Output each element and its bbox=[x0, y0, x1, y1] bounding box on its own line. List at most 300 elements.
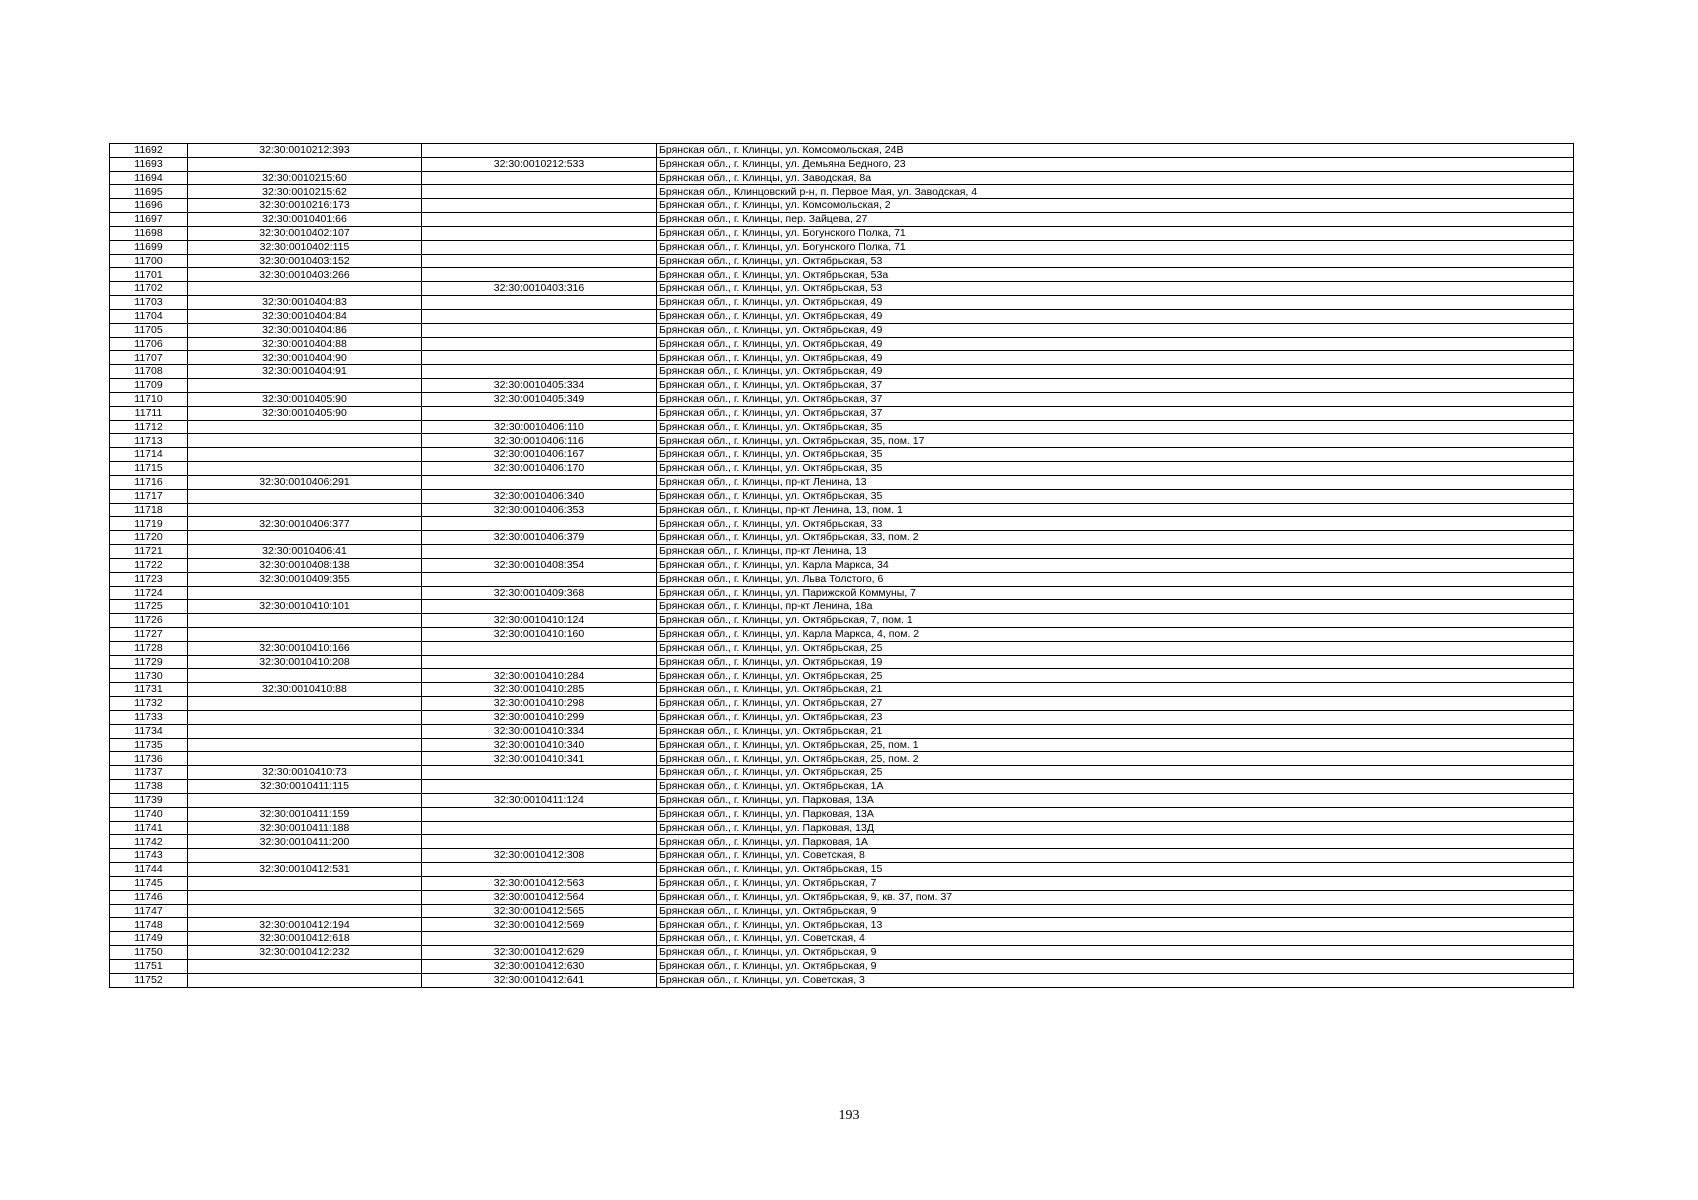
address-cell: Брянская обл., г. Клинцы, ул. Октябрьская, 35 bbox=[657, 489, 1574, 503]
cadastral-number-a-cell bbox=[188, 793, 422, 807]
address-cell: Брянская обл., г. Клинцы, ул. Парижской Коммуны, 7 bbox=[657, 586, 1574, 600]
row-number-cell: 11740 bbox=[110, 807, 188, 821]
address-cell: Брянская обл., г. Клинцы, ул. Октябрьская, 33, пом. 2 bbox=[657, 531, 1574, 545]
cadastral-number-a-cell bbox=[188, 669, 422, 683]
row-number-cell: 11750 bbox=[110, 946, 188, 960]
address-cell: Брянская обл., г. Клинцы, пр-кт Ленина, 13 bbox=[657, 545, 1574, 559]
cadastral-number-a-cell: 32:30:0010401:66 bbox=[188, 213, 422, 227]
address-cell: Брянская обл., г. Клинцы, ул. Октябрьская, 25, пом. 1 bbox=[657, 738, 1574, 752]
row-number-cell: 11731 bbox=[110, 683, 188, 697]
cadastral-number-b-cell bbox=[422, 351, 657, 365]
row-number-cell: 11722 bbox=[110, 558, 188, 572]
cadastral-number-a-cell bbox=[188, 503, 422, 517]
cadastral-number-b-cell bbox=[422, 171, 657, 185]
table-row bbox=[110, 337, 1574, 351]
row-number-cell: 11738 bbox=[110, 780, 188, 794]
cadastral-number-b-cell: 32:30:0010410:160 bbox=[422, 627, 657, 641]
cadastral-number-a-cell: 32:30:0010404:88 bbox=[188, 337, 422, 351]
table-row bbox=[110, 268, 1574, 282]
address-cell: Брянская обл., г. Клинцы, ул. Октябрьская, 25 bbox=[657, 669, 1574, 683]
cadastral-number-a-cell bbox=[188, 973, 422, 987]
cadastral-number-a-cell: 32:30:0010411:188 bbox=[188, 821, 422, 835]
table-row bbox=[110, 185, 1574, 199]
row-number-cell: 11714 bbox=[110, 448, 188, 462]
cadastral-number-b-cell: 32:30:0010412:564 bbox=[422, 890, 657, 904]
cadastral-number-a-cell: 32:30:0010215:60 bbox=[188, 171, 422, 185]
cadastral-number-b-cell: 32:30:0010410:285 bbox=[422, 683, 657, 697]
cadastral-number-b-cell: 32:30:0010412:630 bbox=[422, 959, 657, 973]
register-table-body bbox=[110, 144, 1574, 988]
table-row bbox=[110, 489, 1574, 503]
cadastral-number-b-cell bbox=[422, 365, 657, 379]
cadastral-number-b-cell: 32:30:0010212:533 bbox=[422, 157, 657, 171]
cadastral-number-b-cell bbox=[422, 572, 657, 586]
row-number-cell: 11699 bbox=[110, 240, 188, 254]
row-number-cell: 11736 bbox=[110, 752, 188, 766]
address-cell: Брянская обл., г. Клинцы, пр-кт Ленина, 18а bbox=[657, 600, 1574, 614]
table-row bbox=[110, 199, 1574, 213]
cadastral-number-b-cell bbox=[422, 199, 657, 213]
address-cell: Брянская обл., г. Клинцы, ул. Октябрьская, 53 bbox=[657, 282, 1574, 296]
row-number-cell: 11710 bbox=[110, 392, 188, 406]
address-cell: Брянская обл., г. Клинцы, пр-кт Ленина, 13 bbox=[657, 475, 1574, 489]
cadastral-number-a-cell: 32:30:0010215:62 bbox=[188, 185, 422, 199]
row-number-cell: 11704 bbox=[110, 309, 188, 323]
cadastral-number-a-cell: 32:30:0010403:266 bbox=[188, 268, 422, 282]
cadastral-number-b-cell bbox=[422, 337, 657, 351]
table-row bbox=[110, 973, 1574, 987]
row-number-cell: 11741 bbox=[110, 821, 188, 835]
address-cell: Брянская обл., г. Клинцы, ул. Октябрьская, 9 bbox=[657, 904, 1574, 918]
table-row bbox=[110, 946, 1574, 960]
table-row bbox=[110, 959, 1574, 973]
address-cell: Брянская обл., г. Клинцы, ул. Октябрьская, 33 bbox=[657, 517, 1574, 531]
cadastral-number-a-cell bbox=[188, 697, 422, 711]
table-row bbox=[110, 669, 1574, 683]
row-number-cell: 11746 bbox=[110, 890, 188, 904]
cadastral-number-b-cell: 32:30:0010406:379 bbox=[422, 531, 657, 545]
cadastral-number-b-cell: 32:30:0010410:340 bbox=[422, 738, 657, 752]
row-number-cell: 11711 bbox=[110, 406, 188, 420]
address-cell: Брянская обл., г. Клинцы, ул. Октябрьская, 35 bbox=[657, 420, 1574, 434]
cadastral-number-a-cell bbox=[188, 531, 422, 545]
cadastral-number-a-cell: 32:30:0010404:83 bbox=[188, 296, 422, 310]
cadastral-number-a-cell: 32:30:0010411:159 bbox=[188, 807, 422, 821]
cadastral-number-a-cell: 32:30:0010212:393 bbox=[188, 144, 422, 158]
table-row bbox=[110, 392, 1574, 406]
table-row bbox=[110, 475, 1574, 489]
cadastral-number-b-cell: 32:30:0010410:341 bbox=[422, 752, 657, 766]
table-row bbox=[110, 710, 1574, 724]
table-row bbox=[110, 780, 1574, 794]
table-row bbox=[110, 932, 1574, 946]
row-number-cell: 11701 bbox=[110, 268, 188, 282]
row-number-cell: 11720 bbox=[110, 531, 188, 545]
row-number-cell: 11732 bbox=[110, 697, 188, 711]
cadastral-number-b-cell bbox=[422, 932, 657, 946]
cadastral-number-a-cell: 32:30:0010412:531 bbox=[188, 863, 422, 877]
row-number-cell: 11737 bbox=[110, 766, 188, 780]
cadastral-number-b-cell: 32:30:0010412:565 bbox=[422, 904, 657, 918]
table-row bbox=[110, 572, 1574, 586]
address-cell: Брянская обл., г. Клинцы, ул. Октябрьская, 49 bbox=[657, 337, 1574, 351]
cadastral-number-a-cell bbox=[188, 890, 422, 904]
cadastral-number-b-cell: 32:30:0010406:170 bbox=[422, 462, 657, 476]
address-cell: Брянская обл., г. Клинцы, ул. Карла Маркса, 4, пом. 2 bbox=[657, 627, 1574, 641]
row-number-cell: 11696 bbox=[110, 199, 188, 213]
row-number-cell: 11727 bbox=[110, 627, 188, 641]
table-row bbox=[110, 226, 1574, 240]
cadastral-number-b-cell: 32:30:0010405:334 bbox=[422, 379, 657, 393]
address-cell: Брянская обл., г. Клинцы, ул. Комсомольская, 2 bbox=[657, 199, 1574, 213]
row-number-cell: 11713 bbox=[110, 434, 188, 448]
table-row bbox=[110, 365, 1574, 379]
row-number-cell: 11721 bbox=[110, 545, 188, 559]
address-cell: Брянская обл., г. Клинцы, ул. Октябрьская, 27 bbox=[657, 697, 1574, 711]
cadastral-number-a-cell: 32:30:0010405:90 bbox=[188, 406, 422, 420]
table-row bbox=[110, 863, 1574, 877]
cadastral-number-a-cell: 32:30:0010404:84 bbox=[188, 309, 422, 323]
row-number-cell: 11745 bbox=[110, 876, 188, 890]
cadastral-number-a-cell bbox=[188, 627, 422, 641]
cadastral-number-a-cell: 32:30:0010412:232 bbox=[188, 946, 422, 960]
cadastral-number-a-cell: 32:30:0010410:166 bbox=[188, 641, 422, 655]
table-row bbox=[110, 296, 1574, 310]
address-cell: Брянская обл., г. Клинцы, ул. Богунского Полка, 71 bbox=[657, 226, 1574, 240]
table-row bbox=[110, 434, 1574, 448]
cadastral-number-b-cell bbox=[422, 296, 657, 310]
table-row bbox=[110, 655, 1574, 669]
address-cell: Брянская обл., г. Клинцы, ул. Октябрьская, 9, кв. 37, пом. 37 bbox=[657, 890, 1574, 904]
cadastral-number-a-cell bbox=[188, 379, 422, 393]
row-number-cell: 11743 bbox=[110, 849, 188, 863]
address-cell: Брянская обл., г. Клинцы, ул. Советская, 8 bbox=[657, 849, 1574, 863]
row-number-cell: 11708 bbox=[110, 365, 188, 379]
address-cell: Брянская обл., г. Клинцы, ул. Октябрьская, 25 bbox=[657, 766, 1574, 780]
address-cell: Брянская обл., г. Клинцы, ул. Октябрьская, 49 bbox=[657, 365, 1574, 379]
cadastral-number-a-cell: 32:30:0010410:208 bbox=[188, 655, 422, 669]
table-row bbox=[110, 641, 1574, 655]
address-cell: Брянская обл., г. Клинцы, ул. Богунского Полка, 71 bbox=[657, 240, 1574, 254]
row-number-cell: 11712 bbox=[110, 420, 188, 434]
address-cell: Брянская обл., г. Клинцы, пр-кт Ленина, 13, пом. 1 bbox=[657, 503, 1574, 517]
cadastral-number-b-cell bbox=[422, 600, 657, 614]
cadastral-number-b-cell bbox=[422, 323, 657, 337]
row-number-cell: 11700 bbox=[110, 254, 188, 268]
row-number-cell: 11724 bbox=[110, 586, 188, 600]
cadastral-number-a-cell bbox=[188, 876, 422, 890]
row-number-cell: 11723 bbox=[110, 572, 188, 586]
cadastral-number-a-cell bbox=[188, 434, 422, 448]
address-cell: Брянская обл., г. Клинцы, ул. Октябрьская, 25, пом. 2 bbox=[657, 752, 1574, 766]
table-row bbox=[110, 752, 1574, 766]
cadastral-number-a-cell bbox=[188, 586, 422, 600]
cadastral-number-b-cell bbox=[422, 807, 657, 821]
table-row bbox=[110, 835, 1574, 849]
table-row bbox=[110, 351, 1574, 365]
table-row bbox=[110, 531, 1574, 545]
table-row bbox=[110, 379, 1574, 393]
address-cell: Брянская обл., г. Клинцы, ул. Октябрьская, 13 bbox=[657, 918, 1574, 932]
address-cell: Брянская обл., г. Клинцы, ул. Октябрьская, 37 bbox=[657, 379, 1574, 393]
address-cell: Брянская обл., г. Клинцы, ул. Октябрьская, 9 bbox=[657, 946, 1574, 960]
address-cell: Брянская обл., г. Клинцы, ул. Октябрьская, 35 bbox=[657, 462, 1574, 476]
cadastral-number-b-cell: 32:30:0010408:354 bbox=[422, 558, 657, 572]
cadastral-number-a-cell: 32:30:0010406:41 bbox=[188, 545, 422, 559]
cadastral-number-a-cell bbox=[188, 904, 422, 918]
cadastral-number-b-cell: 32:30:0010412:308 bbox=[422, 849, 657, 863]
cadastral-number-b-cell: 32:30:0010410:299 bbox=[422, 710, 657, 724]
table-row bbox=[110, 724, 1574, 738]
cadastral-number-a-cell: 32:30:0010403:152 bbox=[188, 254, 422, 268]
table-row bbox=[110, 545, 1574, 559]
address-cell: Брянская обл., г. Клинцы, ул. Октябрьская, 37 bbox=[657, 392, 1574, 406]
address-cell: Брянская обл., г. Клинцы, ул. Парковая, 13Д bbox=[657, 821, 1574, 835]
address-cell: Брянская обл., г. Клинцы, ул. Октябрьская, 25 bbox=[657, 641, 1574, 655]
table-row bbox=[110, 171, 1574, 185]
cadastral-number-b-cell: 32:30:0010406:353 bbox=[422, 503, 657, 517]
cadastral-number-b-cell bbox=[422, 835, 657, 849]
cadastral-number-b-cell: 32:30:0010410:334 bbox=[422, 724, 657, 738]
cadastral-number-a-cell: 32:30:0010410:88 bbox=[188, 683, 422, 697]
row-number-cell: 11752 bbox=[110, 973, 188, 987]
cadastral-number-b-cell bbox=[422, 226, 657, 240]
address-cell: Брянская обл., г. Клинцы, ул. Октябрьская, 19 bbox=[657, 655, 1574, 669]
cadastral-number-a-cell: 32:30:0010216:173 bbox=[188, 199, 422, 213]
row-number-cell: 11709 bbox=[110, 379, 188, 393]
row-number-cell: 11719 bbox=[110, 517, 188, 531]
table-row bbox=[110, 614, 1574, 628]
cadastral-number-a-cell: 32:30:0010408:138 bbox=[188, 558, 422, 572]
cadastral-number-a-cell: 32:30:0010406:291 bbox=[188, 475, 422, 489]
cadastral-number-a-cell: 32:30:0010410:73 bbox=[188, 766, 422, 780]
cadastral-number-a-cell: 32:30:0010411:200 bbox=[188, 835, 422, 849]
table-row bbox=[110, 600, 1574, 614]
address-cell: Брянская обл., г. Клинцы, ул. Советская, 3 bbox=[657, 973, 1574, 987]
address-cell: Брянская обл., г. Клинцы, ул. Заводская, 8а bbox=[657, 171, 1574, 185]
row-number-cell: 11739 bbox=[110, 793, 188, 807]
cadastral-number-b-cell bbox=[422, 545, 657, 559]
register-table bbox=[109, 143, 1574, 988]
cadastral-number-b-cell bbox=[422, 655, 657, 669]
table-row bbox=[110, 890, 1574, 904]
table-row bbox=[110, 503, 1574, 517]
table-row bbox=[110, 240, 1574, 254]
row-number-cell: 11735 bbox=[110, 738, 188, 752]
table-row bbox=[110, 904, 1574, 918]
address-cell: Брянская обл., г. Клинцы, ул. Октябрьская, 7 bbox=[657, 876, 1574, 890]
cadastral-number-a-cell: 32:30:0010410:101 bbox=[188, 600, 422, 614]
cadastral-number-b-cell: 32:30:0010410:124 bbox=[422, 614, 657, 628]
address-cell: Брянская обл., г. Клинцы, ул. Демьяна Бедного, 23 bbox=[657, 157, 1574, 171]
cadastral-number-a-cell: 32:30:0010412:194 bbox=[188, 918, 422, 932]
cadastral-number-b-cell: 32:30:0010410:284 bbox=[422, 669, 657, 683]
table-row bbox=[110, 807, 1574, 821]
row-number-cell: 11742 bbox=[110, 835, 188, 849]
address-cell: Брянская обл., г. Клинцы, ул. Октябрьская, 7, пом. 1 bbox=[657, 614, 1574, 628]
cadastral-number-b-cell bbox=[422, 309, 657, 323]
cadastral-number-b-cell: 32:30:0010406:116 bbox=[422, 434, 657, 448]
row-number-cell: 11749 bbox=[110, 932, 188, 946]
address-cell: Брянская обл., г. Клинцы, ул. Октябрьская, 53а bbox=[657, 268, 1574, 282]
cadastral-number-a-cell bbox=[188, 752, 422, 766]
table-row bbox=[110, 876, 1574, 890]
page-number: 193 bbox=[838, 1108, 860, 1123]
address-cell: Брянская обл., г. Клинцы, ул. Октябрьская, 35, пом. 17 bbox=[657, 434, 1574, 448]
table-row bbox=[110, 448, 1574, 462]
address-cell: Брянская обл., г. Клинцы, ул. Октябрьская, 1А bbox=[657, 780, 1574, 794]
cadastral-number-a-cell bbox=[188, 282, 422, 296]
cadastral-number-b-cell: 32:30:0010403:316 bbox=[422, 282, 657, 296]
cadastral-number-b-cell: 32:30:0010406:340 bbox=[422, 489, 657, 503]
cadastral-number-b-cell: 32:30:0010412:641 bbox=[422, 973, 657, 987]
row-number-cell: 11733 bbox=[110, 710, 188, 724]
row-number-cell: 11705 bbox=[110, 323, 188, 337]
cadastral-number-b-cell: 32:30:0010412:629 bbox=[422, 946, 657, 960]
cadastral-number-b-cell bbox=[422, 517, 657, 531]
address-cell: Брянская обл., г. Клинцы, ул. Октябрьская, 35 bbox=[657, 448, 1574, 462]
cadastral-number-a-cell bbox=[188, 710, 422, 724]
cadastral-number-b-cell bbox=[422, 144, 657, 158]
row-number-cell: 11715 bbox=[110, 462, 188, 476]
row-number-cell: 11747 bbox=[110, 904, 188, 918]
row-number-cell: 11726 bbox=[110, 614, 188, 628]
cadastral-number-a-cell: 32:30:0010404:86 bbox=[188, 323, 422, 337]
table-row bbox=[110, 420, 1574, 434]
address-cell: Брянская обл., г. Клинцы, ул. Комсомольская, 24В bbox=[657, 144, 1574, 158]
cadastral-number-a-cell bbox=[188, 420, 422, 434]
row-number-cell: 11702 bbox=[110, 282, 188, 296]
cadastral-number-b-cell bbox=[422, 641, 657, 655]
cadastral-number-a-cell: 32:30:0010409:355 bbox=[188, 572, 422, 586]
cadastral-number-a-cell: 32:30:0010402:107 bbox=[188, 226, 422, 240]
address-cell: Брянская обл., г. Клинцы, пер. Зайцева, 27 bbox=[657, 213, 1574, 227]
cadastral-number-b-cell bbox=[422, 254, 657, 268]
table-row bbox=[110, 697, 1574, 711]
cadastral-number-b-cell: 32:30:0010409:368 bbox=[422, 586, 657, 600]
cadastral-number-b-cell: 32:30:0010405:349 bbox=[422, 392, 657, 406]
cadastral-number-b-cell bbox=[422, 268, 657, 282]
row-number-cell: 11744 bbox=[110, 863, 188, 877]
table-row bbox=[110, 766, 1574, 780]
cadastral-number-b-cell bbox=[422, 406, 657, 420]
row-number-cell: 11716 bbox=[110, 475, 188, 489]
row-number-cell: 11692 bbox=[110, 144, 188, 158]
cadastral-number-a-cell bbox=[188, 448, 422, 462]
cadastral-number-a-cell bbox=[188, 849, 422, 863]
cadastral-number-a-cell: 32:30:0010405:90 bbox=[188, 392, 422, 406]
cadastral-number-b-cell: 32:30:0010412:563 bbox=[422, 876, 657, 890]
table-row bbox=[110, 738, 1574, 752]
table-row bbox=[110, 821, 1574, 835]
row-number-cell: 11695 bbox=[110, 185, 188, 199]
table-row bbox=[110, 213, 1574, 227]
row-number-cell: 11706 bbox=[110, 337, 188, 351]
row-number-cell: 11751 bbox=[110, 959, 188, 973]
row-number-cell: 11693 bbox=[110, 157, 188, 171]
table-row bbox=[110, 406, 1574, 420]
address-cell: Брянская обл., г. Клинцы, ул. Октябрьская, 21 bbox=[657, 683, 1574, 697]
cadastral-number-a-cell bbox=[188, 462, 422, 476]
table-row bbox=[110, 793, 1574, 807]
row-number-cell: 11707 bbox=[110, 351, 188, 365]
cadastral-number-a-cell: 32:30:0010404:90 bbox=[188, 351, 422, 365]
table-row bbox=[110, 282, 1574, 296]
table-row bbox=[110, 517, 1574, 531]
table-row bbox=[110, 254, 1574, 268]
cadastral-number-b-cell bbox=[422, 213, 657, 227]
address-cell: Брянская обл., г. Клинцы, ул. Октябрьская, 49 bbox=[657, 323, 1574, 337]
address-cell: Брянская обл., г. Клинцы, ул. Карла Маркса, 34 bbox=[657, 558, 1574, 572]
address-cell: Брянская обл., г. Клинцы, ул. Октябрьская, 49 bbox=[657, 309, 1574, 323]
cadastral-number-b-cell bbox=[422, 863, 657, 877]
address-cell: Брянская обл., г. Клинцы, ул. Октябрьская, 21 bbox=[657, 724, 1574, 738]
cadastral-number-b-cell: 32:30:0010410:298 bbox=[422, 697, 657, 711]
cadastral-number-a-cell bbox=[188, 614, 422, 628]
table-row bbox=[110, 586, 1574, 600]
address-cell: Брянская обл., г. Клинцы, ул. Парковая, 13А bbox=[657, 793, 1574, 807]
address-cell: Брянская обл., г. Клинцы, ул. Октябрьская, 53 bbox=[657, 254, 1574, 268]
address-cell: Брянская обл., г. Клинцы, ул. Парковая, 1А bbox=[657, 835, 1574, 849]
address-cell: Брянская обл., г. Клинцы, ул. Советская, 4 bbox=[657, 932, 1574, 946]
cadastral-number-a-cell bbox=[188, 489, 422, 503]
row-number-cell: 11725 bbox=[110, 600, 188, 614]
cadastral-number-b-cell: 32:30:0010411:124 bbox=[422, 793, 657, 807]
address-cell: Брянская обл., г. Клинцы, ул. Октябрьская, 15 bbox=[657, 863, 1574, 877]
table-row bbox=[110, 558, 1574, 572]
cadastral-number-b-cell: 32:30:0010406:110 bbox=[422, 420, 657, 434]
row-number-cell: 11734 bbox=[110, 724, 188, 738]
table-row bbox=[110, 157, 1574, 171]
row-number-cell: 11698 bbox=[110, 226, 188, 240]
cadastral-number-b-cell bbox=[422, 185, 657, 199]
cadastral-number-a-cell: 32:30:0010402:115 bbox=[188, 240, 422, 254]
address-cell: Брянская обл., г. Клинцы, ул. Льва Толстого, 6 bbox=[657, 572, 1574, 586]
table-row bbox=[110, 849, 1574, 863]
address-cell: Брянская обл., г. Клинцы, ул. Парковая, 13А bbox=[657, 807, 1574, 821]
cadastral-number-b-cell: 32:30:0010406:167 bbox=[422, 448, 657, 462]
cadastral-number-a-cell bbox=[188, 724, 422, 738]
cadastral-number-b-cell bbox=[422, 240, 657, 254]
cadastral-number-a-cell: 32:30:0010406:377 bbox=[188, 517, 422, 531]
address-cell: Брянская обл., г. Клинцы, ул. Октябрьская, 23 bbox=[657, 710, 1574, 724]
cadastral-number-a-cell bbox=[188, 959, 422, 973]
table-row bbox=[110, 144, 1574, 158]
cadastral-number-a-cell: 32:30:0010412:618 bbox=[188, 932, 422, 946]
cadastral-number-b-cell bbox=[422, 475, 657, 489]
cadastral-number-a-cell: 32:30:0010404:91 bbox=[188, 365, 422, 379]
row-number-cell: 11703 bbox=[110, 296, 188, 310]
row-number-cell: 11729 bbox=[110, 655, 188, 669]
row-number-cell: 11728 bbox=[110, 641, 188, 655]
table-row bbox=[110, 462, 1574, 476]
table-row bbox=[110, 918, 1574, 932]
row-number-cell: 11730 bbox=[110, 669, 188, 683]
address-cell: Брянская обл., Клинцовский р-н, п. Первое Мая, ул. Заводская, 4 bbox=[657, 185, 1574, 199]
row-number-cell: 11697 bbox=[110, 213, 188, 227]
address-cell: Брянская обл., г. Клинцы, ул. Октябрьская, 9 bbox=[657, 959, 1574, 973]
table-row bbox=[110, 323, 1574, 337]
table-row bbox=[110, 309, 1574, 323]
cadastral-number-b-cell: 32:30:0010412:569 bbox=[422, 918, 657, 932]
cadastral-number-a-cell: 32:30:0010411:115 bbox=[188, 780, 422, 794]
row-number-cell: 11718 bbox=[110, 503, 188, 517]
cadastral-number-b-cell bbox=[422, 821, 657, 835]
row-number-cell: 11694 bbox=[110, 171, 188, 185]
row-number-cell: 11748 bbox=[110, 918, 188, 932]
table-row bbox=[110, 683, 1574, 697]
row-number-cell: 11717 bbox=[110, 489, 188, 503]
